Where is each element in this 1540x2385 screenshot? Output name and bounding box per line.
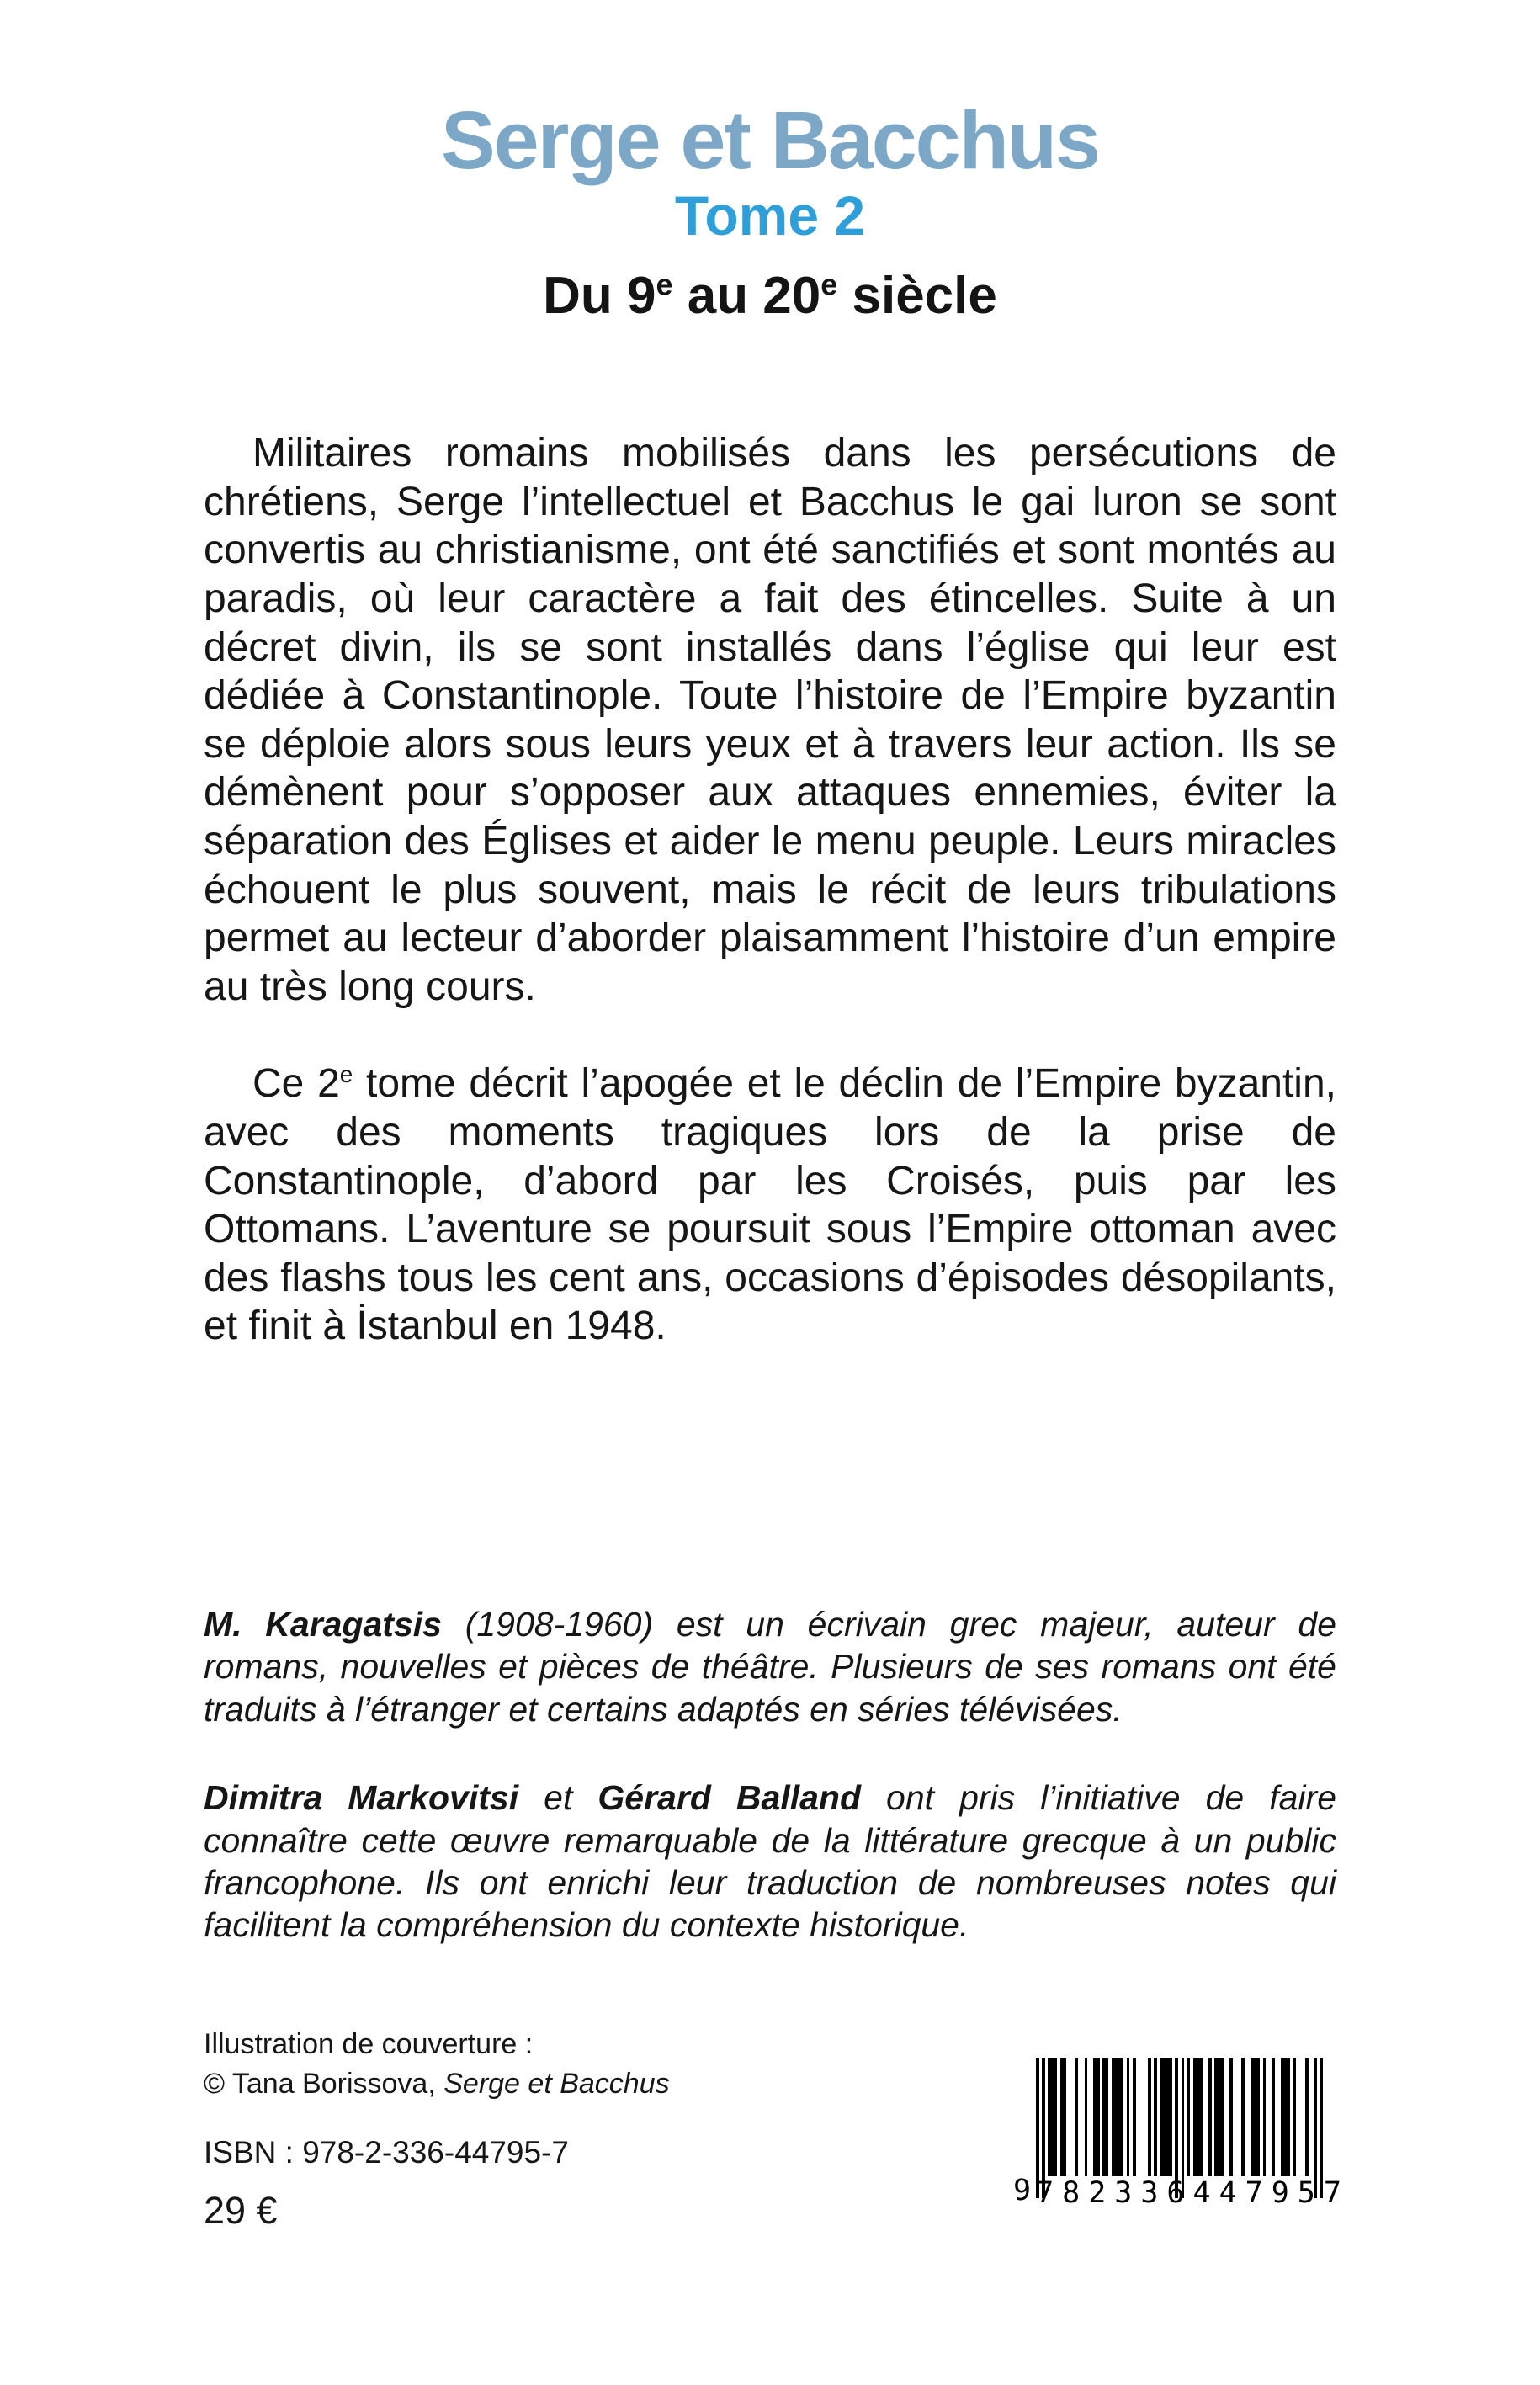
synopsis-part: Ce 2 <box>252 1061 340 1107</box>
edition-superscript: e <box>820 267 838 302</box>
tome-label: Tome 2 <box>674 183 866 247</box>
synopsis <box>204 429 1336 1351</box>
edition-superscript: e <box>656 267 673 302</box>
cover-credit-book-title: Serge et Bacchus <box>443 2067 670 2100</box>
isbn-label: ISBN : 978-2-336-44795-7 <box>204 2135 569 2170</box>
barcode-lead-digit: 9 <box>1013 2174 1032 2207</box>
barcode-main <box>1036 2058 1350 2208</box>
edition-part: siècle <box>837 267 997 326</box>
cover-credit-line1: Illustration de couverture : <box>204 2028 534 2060</box>
synopsis-superscript: e <box>339 1061 353 1088</box>
edition-part: au 20 <box>672 267 821 326</box>
bios-section <box>204 1603 1336 1947</box>
synopsis-part: tome décrit l’apogée et le déclin de l’Empire byzantin, avec des moments tragiques lors de la prise de Constantinople, d’abord par les Croisés, puis par les Ottomans. L’aventure se poursuit sous l’Empire ottoman avec des flashs tous les cent ans, occasions d’épisodes désopilants, et finit à İstanbul en 1948. <box>204 1061 1336 1349</box>
author-name: M. Karagatsis <box>204 1604 442 1644</box>
header <box>0 0 1540 326</box>
cover-credit-artist: © Tana Borissova, <box>204 2067 444 2100</box>
barcode-digit-group-right: 447957 <box>1192 2176 1350 2210</box>
author-bio-text: (1908-1960) est un écrivain grec majeur, auteur de romans, nouvelles et pièces de théâtre. Plusieurs de ses romans ont été traduits à l’étranger et certains adaptés en séries télévisées. <box>204 1604 1336 1729</box>
barcode-bars <box>1036 2058 1350 2176</box>
edition-part: Du 9 <box>543 267 656 326</box>
page-title: Serge et Bacchus <box>440 94 1100 186</box>
barcode-digits <box>1036 2176 1350 2208</box>
synopsis-paragraph-1: Militaires romains mobilisés dans les persécutions de chrétiens, Serge l’intellectuel et Bacchus le gai luron se sont convertis au christianisme, ont été sanctifiés et sont montés au paradis, où leur caractère a fait des étincelles. Suite à un décret divin, ils se sont installés dans l’église qui leur est dédiée à Constantinople. Toute l’histoire de l’Empire byzantin se déploie alors sous leurs yeux et à travers leur action. Ils se démènent pour s’opposer aux attaques ennemies, éviter la séparation des Églises et aider le menu peuple. Leurs miracles échouent le plus souvent, mais le récit de leurs tribulations permet au lecteur d’aborder plaisamment l’histoire d’un empire au très long cours. <box>204 431 1336 1009</box>
price-label: 29 € <box>204 2189 278 2232</box>
translator-name-2: Gérard Balland <box>597 1778 861 1818</box>
translators-bio-text: ont pris l’initiative de faire connaître cette œuvre remarquable de la littérature grecque à un public francophone. Ils ont enrichi leur traduction de nombreuses notes qui facilitent la compréhension du contexte historique. <box>204 1778 1336 1945</box>
edition-subtitle <box>0 267 1540 326</box>
translator-name-1: Dimitra Markovitsi <box>204 1778 519 1818</box>
synopsis-paragraph-2 <box>204 1060 1336 1351</box>
cover-credit-line2 <box>204 2064 670 2104</box>
author-bio <box>204 1603 1336 1730</box>
cover-credit <box>204 2025 670 2104</box>
translators-bio-connector: et <box>518 1778 598 1818</box>
barcode <box>1013 2058 1350 2208</box>
barcode-digit-group-left: 782336 <box>1036 2176 1193 2210</box>
translators-bio <box>204 1777 1336 1947</box>
